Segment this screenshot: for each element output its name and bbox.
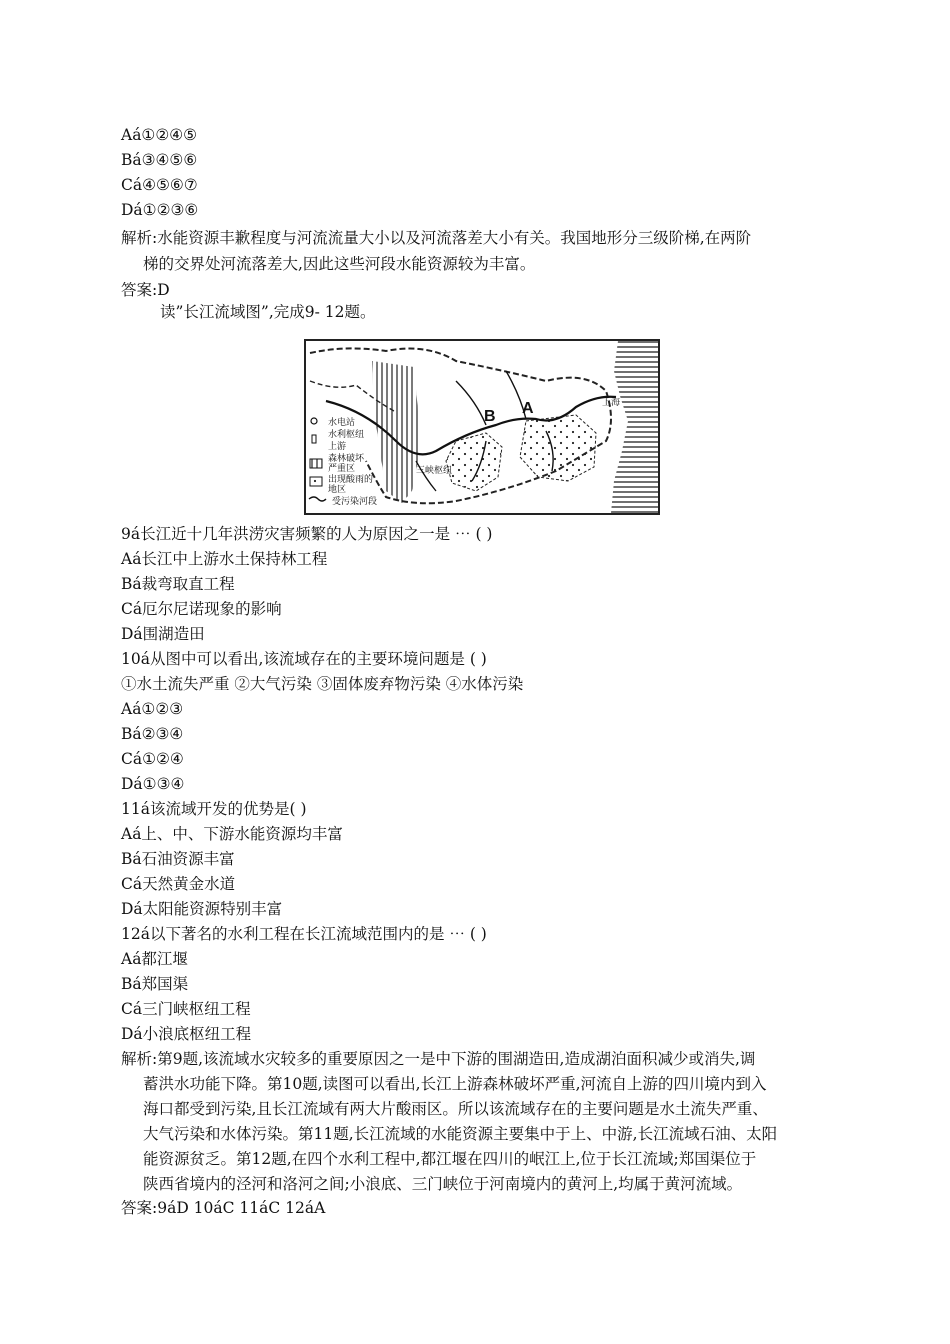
tributary (456, 381, 486, 425)
analysis-line: 蓄洪水功能下降。第10题,读图可以看出,长江上游森林破坏严重,河流自上游的四川境内到入 (143, 1075, 767, 1093)
acid-rain-region (520, 415, 596, 481)
q12-option-a: Aá都江堰 (121, 950, 188, 968)
q10-sub-items: ①水土流失严重 ②大气污染 ③固体废弃物污染 ④水体污染 (121, 675, 524, 693)
analysis-line: 能资源贫乏。第12题,在四个水利工程中,都江堰在四川的岷江上,位于长江流域;郑国渠位于 (143, 1150, 757, 1168)
q8-option-a: Aá①②④⑤ (121, 126, 198, 144)
analysis-line: 陕西省境内的泾河和洛河之间;小浪底、三门峡位于河南境内的黄河上,均属于黄河流域。 (143, 1175, 743, 1193)
legend-forest-swatch (310, 459, 322, 468)
q12-option-b: Bá郑国渠 (121, 975, 189, 993)
q9-stem: 9á长江近十几年洪涝灾害频繁的人为原因之一是 ⋯ ( ) (121, 525, 493, 543)
q8-option-b: Bá③④⑤⑥ (121, 151, 198, 169)
water-project-icon (312, 435, 316, 443)
map-label-b: B (484, 408, 496, 425)
legend-label: 地区 (328, 485, 347, 495)
q8-option-c: Cá④⑤⑥⑦ (121, 176, 198, 194)
q8-analysis-line: 解析:水能资源丰歉程度与河流流量大小以及河流落差大小有关。我国地形分三级阶梯,在两阶 (121, 229, 752, 247)
map-label-gorges: 三峡枢纽 (416, 466, 453, 476)
legend-label: 水利枢纽 (328, 430, 365, 440)
final-answer: 答案:9áD 10áC 11áC 12áA (121, 1199, 326, 1217)
q9-option-b: Bá裁弯取直工程 (121, 575, 235, 593)
q8-option-d: Dá①②③⑥ (121, 201, 199, 219)
legend-label: 出现酸雨的 (328, 475, 374, 485)
legend-label: 受污染河段 (332, 497, 378, 507)
section-intro: 读”长江流域图”,完成9- 12题。 (160, 303, 376, 321)
legend-label: 严重区 (328, 464, 356, 474)
legend-label: 水电站 (328, 418, 356, 428)
analysis-line: 大气污染和水体污染。第11题,长江流域的水能资源主要集中于上、中游,长江流域石油、太阳 (143, 1125, 778, 1143)
forest-damage-zone (372, 361, 420, 503)
q10-option-d: Dá①③④ (121, 775, 185, 793)
q11-option-b: Bá石油资源丰富 (121, 850, 235, 868)
q11-option-d: Dá太阳能资源特别丰富 (121, 900, 283, 918)
q9-option-a: Aá长江中上游水土保持林工程 (121, 550, 328, 568)
q12-stem: 12á以下著名的水利工程在长江流域范围内的是 ⋯ ( ) (121, 925, 487, 943)
q9-option-c: Cá厄尔尼诺现象的影响 (121, 600, 282, 618)
q10-option-c: Cá①②④ (121, 750, 184, 768)
q8-answer: 答案:D (121, 281, 170, 299)
legend-label: 上游 (328, 442, 347, 452)
map-label-a: A (522, 400, 534, 417)
q12-option-c: Cá三门峡枢纽工程 (121, 1000, 251, 1018)
analysis-line: 解析:第9题,该流域水灾较多的重要原因之一是中下游的围湖造田,造成湖泊面积减少或消失,调 (121, 1050, 756, 1068)
q10-option-b: Bá②③④ (121, 725, 184, 743)
q10-stem: 10á从图中可以看出,该流域存在的主要环境问题是 ( ) (121, 650, 487, 668)
q11-option-a: Aá上、中、下游水能资源均丰富 (121, 825, 343, 843)
analysis-line: 海口都受到污染,且长江流域有两大片酸雨区。所以该流域存在的主要问题是水土流失严重、 (143, 1100, 768, 1118)
q8-analysis-line: 梯的交界处河流落差大,因此这些河段水能资源较为丰富。 (143, 255, 536, 273)
q11-option-c: Cá天然黄金水道 (121, 875, 236, 893)
legend-river-swatch (309, 497, 326, 501)
q9-option-d: Dá围湖造田 (121, 625, 205, 643)
map-drawing (306, 341, 658, 513)
legend-label: 森林破坏 (328, 454, 365, 464)
q11-stem: 11á该流域开发的优势是( ) (121, 800, 307, 818)
power-station-icon (311, 418, 317, 424)
q12-option-d: Dá小浪底枢纽工程 (121, 1025, 252, 1043)
sea-area (611, 341, 658, 513)
yangtze-basin-map (304, 339, 660, 515)
map-label-shanghai: 上海 (602, 398, 621, 408)
q10-option-a: Aá①②③ (121, 700, 184, 718)
legend-acid-swatch (310, 477, 322, 486)
